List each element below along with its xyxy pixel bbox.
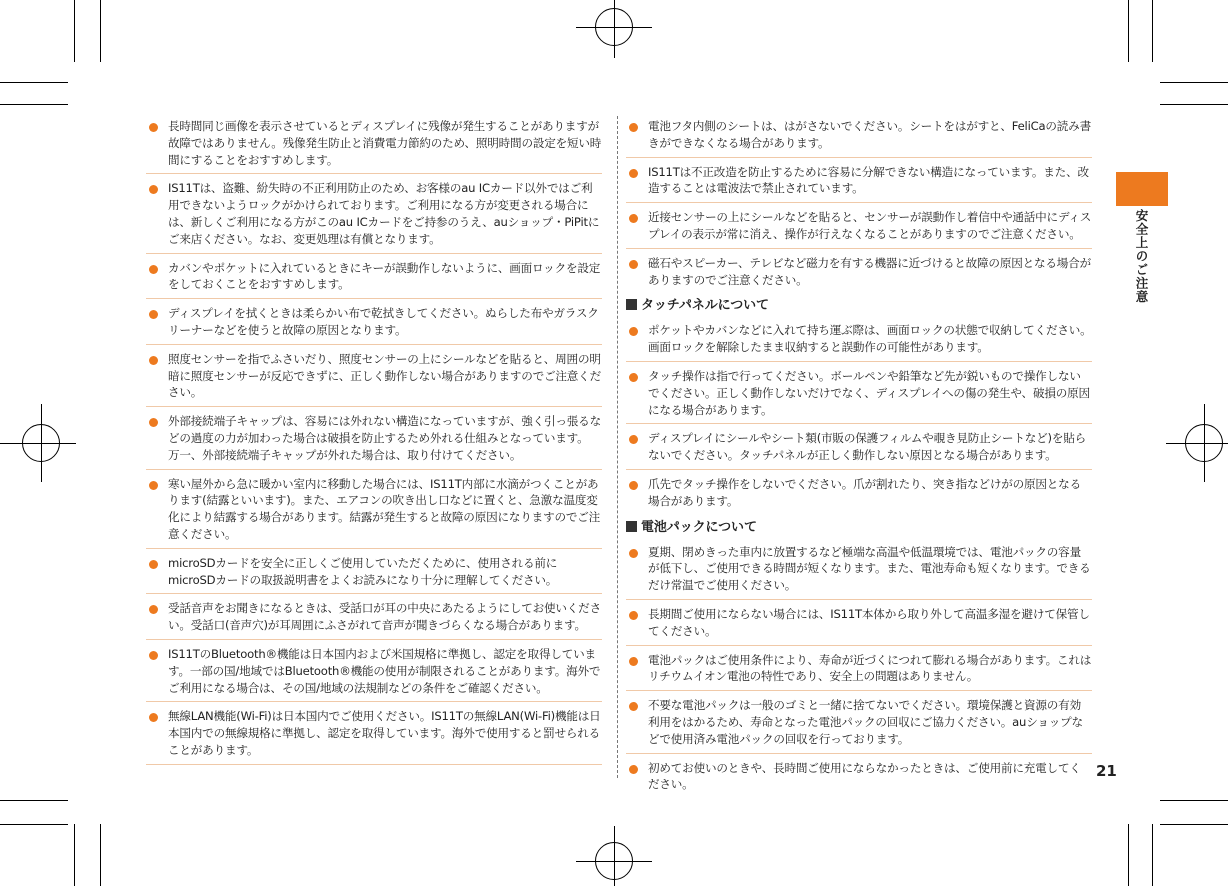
- item-text: IS11TのBluetooth®機能は日本国内および米国規格に準拠し、認定を取得しています。一部の国/地域ではBluetooth®機能の使用が制限されることがあります。海外でご利用になる場合は、その国/地域の法規制などの条件をご確認ください。: [168, 646, 601, 695]
- registration-line: [0, 443, 76, 444]
- bullet-icon: [629, 260, 638, 269]
- item-text: ポケットやカバンなどに入れて持ち運ぶ際は、画面ロックの状態で収納してください。画面ロックを解除したまま収納すると誤動作の可能性があります。: [648, 323, 1092, 355]
- list-item: [626, 758, 1092, 799]
- bullet-icon: [629, 169, 638, 178]
- item-text: カバンやポケットに入れているときにキーが誤動作しないように、画面ロックを設定をしておくことをおすすめします。: [168, 260, 601, 292]
- crop-mark: [1152, 824, 1153, 886]
- item-note: 万一、外部接続端子キャップが外れた場合は、取り付けてください。: [168, 447, 522, 462]
- item-text: 長期間ご使用にならない場合には、IS11T本体から取り外して高温多湿を避けて保管してください。: [648, 606, 1090, 638]
- right-column: [626, 116, 1092, 802]
- list-item: [626, 474, 1092, 515]
- list-item: [626, 253, 1092, 294]
- item-text: 不要な電池パックは一般のゴミと一緒に捨てないでください。環境保護と資源の有効利用をはかるため、寿命となった電池パックの回収にご協力ください。auショップなどで使用済み電池パックの回収を行っております。: [648, 698, 1083, 746]
- column-divider: [617, 116, 618, 778]
- item-text: 受話音声をお聞きになるときは、受話口が耳の中央にあたるようにしてお使いください。受話口(音声穴)が耳周囲にふさがれて音声が聞きづらくなる場合があります。: [168, 601, 601, 633]
- section-heading-touch-panel: [626, 297, 1092, 315]
- registration-line: [1166, 443, 1228, 444]
- list-item: [626, 650, 1092, 692]
- item-text: ディスプレイにシールやシート類(市販の保護フィルムや覗き見防止シートなど)を貼らないでください。タッチパネルが正しく動作しない原因となる場合があります。: [648, 431, 1087, 463]
- registration-line: [614, 0, 615, 58]
- list-item: [146, 349, 602, 407]
- list-item: [146, 644, 602, 702]
- bullet-icon: [149, 560, 158, 569]
- bullet-icon: [629, 702, 638, 711]
- bullet-icon: [629, 435, 638, 444]
- list-item: [146, 411, 602, 469]
- crop-mark: [100, 824, 101, 886]
- list-item: [146, 258, 602, 300]
- list-item: [146, 553, 602, 595]
- bullet-icon: [149, 713, 158, 722]
- crop-mark: [1160, 104, 1228, 105]
- registration-line: [41, 404, 42, 482]
- crop-mark: [1160, 800, 1228, 801]
- bullet-icon: [149, 651, 158, 660]
- crop-mark: [1152, 0, 1153, 62]
- item-text: 長時間同じ画像を表示させているとディスプレイに残像が発生することがありますが故障ではありません。残像発生防止と消費電力節約のため、照明時間の設定を短い時間にすることをおすすめします。: [168, 119, 602, 167]
- item-text: 電池フタ内側のシートは、はがさないでください。シートをはがすと、FeliCaの読み書きができなくなる場合があります。: [648, 119, 1091, 150]
- list-item: [626, 695, 1092, 753]
- bullet-icon: [629, 123, 638, 132]
- section-heading-battery: [626, 519, 1092, 537]
- item-text: 爪先でタッチ操作をしないでください。爪が割れたり、突き指などけがの原因となる場合があります。: [648, 476, 1081, 508]
- crop-mark: [1160, 824, 1228, 825]
- item-text: IS11Tは不正改造を防止するために容易に分解できない構造になっています。また、改造することは電波法で禁止されています。: [648, 164, 1089, 196]
- list-item: [146, 474, 602, 549]
- item-text: 照度センサーを指でふさいだり、照度センサーの上にシールなどを貼ると、周囲の明暗に照度センサーが反応できずに、正しく動作しない場合がありますのでご注意ください。: [168, 351, 601, 400]
- item-text: 外部接続端子キャップは、容易には外れない構造になっていますが、強く引っ張るなどの過度の力が加わった場合は破損を防止するため外れる仕組みとなっています。: [168, 414, 601, 445]
- list-item: [146, 706, 602, 764]
- section-heading-text: タッチパネルについて: [641, 298, 769, 314]
- bullet-icon: [629, 657, 638, 666]
- bullet-icon: [149, 123, 158, 132]
- list-item: [146, 178, 602, 253]
- list-item: [146, 598, 602, 640]
- crop-mark: [1128, 0, 1129, 62]
- square-bullet-icon: [626, 521, 637, 532]
- list-item: [626, 542, 1092, 600]
- registration-line: [614, 826, 615, 886]
- bullet-icon: [629, 765, 638, 774]
- crop-mark: [0, 824, 68, 825]
- bullet-icon: [629, 481, 638, 490]
- item-text: 夏期、閉めきった車内に放置するなど極端な高温や低温環境では、電池パックの容量が低下し、ご使用できる時間が短くなります。また、電池寿命も短くなります。できるだけ常温でご使用ください。: [648, 544, 1091, 593]
- item-text: 寒い屋外から急に暖かい室内に移動した場合には、IS11T内部に水滴がつくことがあります(結露といいます)。また、エアコンの吹き出し口などに置くと、急激な温度変化により結露する場合があります。結露が発生すると故障の原因になりますのでご注意ください。: [168, 476, 601, 541]
- item-text: 初めてお使いのときや、長時間ご使用にならなかったときは、ご使用前に充電してください。: [648, 760, 1081, 792]
- crop-mark: [74, 0, 75, 62]
- registration-line: [1204, 404, 1205, 482]
- crop-mark: [0, 104, 68, 105]
- list-item: [626, 428, 1092, 470]
- item-text: タッチ操作は指で行ってください。ボールペンや鉛筆など先が鋭いもので操作しないでください。正しく動作しないだけでなく、ディスプレイへの傷の発生や、破損の原因になる場合があります。: [648, 368, 1090, 417]
- crop-mark: [0, 800, 68, 801]
- section-heading-text: 電池パックについて: [641, 519, 757, 535]
- bullet-icon: [149, 185, 158, 194]
- bullet-icon: [149, 310, 158, 319]
- list-item: [626, 604, 1092, 646]
- crop-mark: [100, 0, 101, 62]
- bullet-icon: [629, 373, 638, 382]
- list-item: [146, 303, 602, 345]
- bullet-icon: [149, 356, 158, 365]
- crop-mark: [74, 824, 75, 886]
- list-item: [626, 116, 1092, 158]
- chapter-tab: [1116, 172, 1168, 206]
- item-text: 電池パックはご使用条件により、寿命が近づくにつれて膨れる場合があります。これはリチウムイオン電池の特性であり、安全上の問題はありません。: [648, 652, 1092, 684]
- bullet-icon: [629, 327, 638, 336]
- page-number: 21: [1096, 762, 1117, 780]
- bullet-icon: [149, 265, 158, 274]
- square-bullet-icon: [626, 299, 637, 310]
- item-text: 磁石やスピーカー、テレビなど磁力を有する機器に近づけると故障の原因となる場合がありますのでご注意ください。: [648, 255, 1091, 287]
- chapter-tab-label: 安全上のご注意: [1134, 209, 1149, 304]
- item-text: IS11Tは、盗難、紛失時の不正利用防止のため、お客様のau ICカード以外ではご利用できないようロックがかけられております。ご利用になる方が変更される場合には、新しくご利用になる方がこのau ICカードをご持参のうえ、auショップ・PiPitにご来店ください。なお、変更処理は有償となります。: [168, 181, 600, 246]
- list-item: [626, 366, 1092, 424]
- list-item: [626, 162, 1092, 204]
- item-text: ディスプレイを拭くときは柔らかい布で乾拭きしてください。ぬらした布やガラスクリーナーなどを使うと故障の原因となります。: [168, 306, 599, 337]
- bullet-icon: [149, 481, 158, 490]
- bullet-icon: [629, 214, 638, 223]
- crop-mark: [0, 82, 68, 83]
- list-item: [146, 116, 602, 174]
- item-text: 無線LAN機能(Wi-Fi)は日本国内でご使用ください。IS11Tの無線LAN(Wi-Fi)機能は日本国内での無線規格に準拠し、認定を取得しています。海外で使用すると罰せられることがあります。: [168, 709, 601, 757]
- item-text: microSDカードを安全に正しくご使用していただくために、使用される前にmicroSDカードの取扱説明書をよくお読みになり十分に理解してください。: [168, 555, 558, 587]
- bullet-icon: [629, 549, 638, 558]
- crop-mark: [1160, 82, 1228, 83]
- crop-mark: [1128, 824, 1129, 886]
- list-item: [626, 320, 1092, 362]
- left-column: [146, 116, 602, 769]
- item-text: 近接センサーの上にシールなどを貼ると、センサーが誤動作し着信中や通話中にディスプレイの表示が常に消え、操作が行えなくなることがありますのでご注意ください。: [648, 210, 1092, 241]
- list-item: [626, 207, 1092, 249]
- bullet-icon: [149, 418, 158, 427]
- bullet-icon: [149, 605, 158, 614]
- bullet-icon: [629, 611, 638, 620]
